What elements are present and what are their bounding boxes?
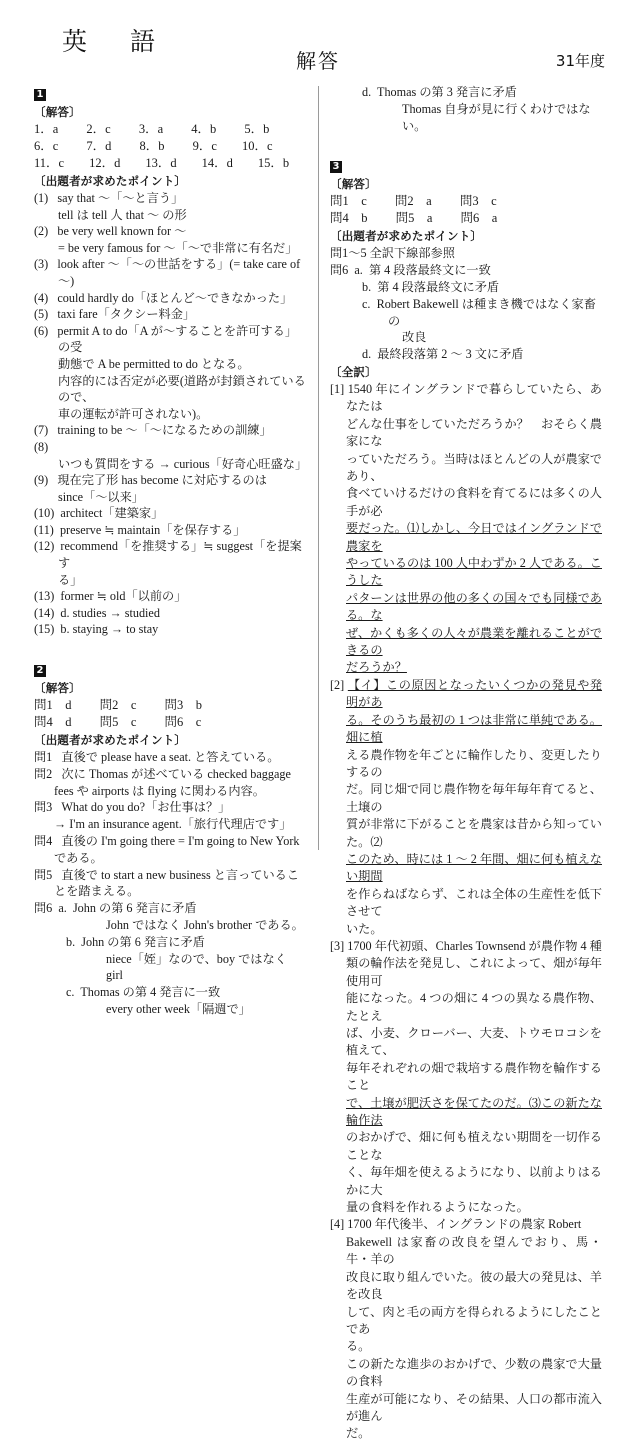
point-item [34, 621, 306, 638]
underlined-text: だろうか？ [346, 660, 407, 675]
point-number: (8) [34, 439, 49, 454]
point-number: (4) [34, 290, 49, 305]
choice-label: a. [354, 263, 363, 278]
point-item [34, 934, 306, 951]
paragraph-line: どんな仕事をしていただろうか？ おそらく農家にな [346, 416, 602, 449]
section-spacer [34, 640, 306, 660]
choice-label: c. [66, 985, 75, 1000]
point-item [34, 522, 306, 539]
point-item-continued: である。 [54, 850, 103, 865]
paragraph-line: 毎年それぞれの畑で栽培する農作物を輪作すること [346, 1060, 602, 1093]
point-item [34, 799, 306, 816]
point-item-continued: る」 [58, 572, 83, 587]
left-column [34, 84, 308, 1016]
point-item-continued: 改良 [402, 330, 427, 345]
point-item [34, 323, 306, 356]
point-item [330, 279, 602, 296]
point-item [330, 346, 602, 363]
choice-label: c. [362, 296, 371, 311]
question-number: 問2 [34, 766, 53, 781]
underlined-text: やっているのは 100 人中わずか 2 人である。こうした [346, 556, 602, 588]
page-title: 英 語 [62, 27, 165, 56]
paragraph-line-underlined [330, 851, 602, 886]
paragraph-line: この新たな進歩のおかげで、少数の農家で大量の食料 [346, 1356, 602, 1389]
section-1-answer-heading: 〔解答〕 [34, 105, 81, 119]
point-number: (14) [34, 605, 55, 620]
paragraph-line-underlined [330, 677, 602, 712]
paragraph-line-underlined [330, 625, 602, 660]
point-text: John の第 6 発言に矛盾 [72, 901, 197, 916]
section-1 [34, 84, 306, 638]
paragraph-line: える農作物を年ごとに輪作したり、変更したりするの [346, 747, 602, 779]
paragraph-line-underlined [330, 659, 602, 676]
point-text: be very well known for ～ [57, 224, 187, 239]
section-3-points-heading: 〔出題者が求めたポイント〕 [330, 229, 483, 244]
point-number: (11) [34, 522, 54, 537]
point-text: John の第 6 発言に矛盾 [81, 934, 205, 949]
question-number: 問3 [34, 800, 53, 815]
paragraph-text: 1700 年代初頭、Charles Townsend が農作物 4 種 [347, 938, 602, 953]
answer-row: 6．c 7．d 8．b 9．c 10．c [34, 139, 273, 153]
paragraph-line [330, 381, 602, 416]
point-item [34, 984, 306, 1001]
paragraph-line-underlined [330, 1095, 602, 1130]
year-label: 31年度 [555, 52, 605, 70]
section-marker-3: 3 [330, 161, 342, 173]
point-number: (13) [34, 589, 55, 604]
choice-label: b. [362, 279, 372, 294]
point-item [330, 245, 602, 262]
point-item [34, 223, 306, 240]
answer-row: 問1 c 問2 a 問3 c [330, 194, 497, 209]
question-number: 問1 [34, 750, 53, 765]
section-2-answer-heading: 〔解答〕 [34, 681, 81, 696]
answer-row: 11．c 12．d 13．d 14．d 15．b [34, 156, 290, 170]
choice-label: b. [66, 934, 76, 949]
underlined-text: このため、時には 1 ～ 2 年間、畑に何も植えない期間 [346, 851, 602, 884]
paragraph-line: 量の食料を作れるようになった。 [346, 1200, 529, 1215]
point-number: (2) [34, 224, 49, 239]
point-text: いつも質問をする → curious「好奇心旺盛な」 [58, 456, 308, 471]
point-item [34, 472, 306, 489]
point-item-continued: = be very famous for ～「～で非常に有名だ」 [58, 240, 298, 255]
page-header [0, 0, 640, 78]
translation-paragraph [330, 1216, 602, 1442]
answer-row: 問4 d 問5 c 問6 c [34, 715, 202, 730]
point-text: architect「建築家」 [60, 506, 164, 521]
section-marker-1: 1 [34, 89, 46, 101]
translation-paragraph [330, 677, 602, 938]
section-2-points-heading: 〔出題者が求めたポイント〕 [34, 733, 187, 748]
paragraph-line: ば、小麦、クローバー、大麦、トウモロコシを植えて、 [346, 1026, 602, 1058]
point-number: (5) [34, 307, 49, 322]
section-marker-2: 2 [34, 665, 46, 677]
section-2 [34, 660, 306, 1018]
section-1-points-heading: 〔出題者が求めたポイント〕 [34, 174, 187, 188]
paragraph-line-underlined [330, 520, 602, 555]
point-item-continued: 内容的には否定が必要(道路が封鎖されているので、 [58, 373, 306, 405]
point-number: (15) [34, 622, 55, 637]
point-item [34, 439, 306, 472]
section-3-translation-heading: 〔全訳〕 [330, 364, 377, 379]
paragraph-line: っていただろう。当時はほとんどの人が農家であり、 [346, 451, 602, 483]
column-divider [318, 86, 319, 850]
underlined-text: パターンは世界の他の多くの国々でも同様である。な [346, 590, 602, 623]
point-item [34, 422, 306, 439]
point-text: 最終段落第 2 ～ 3 文に矛盾 [377, 347, 524, 362]
point-item-continued: とを踏まえる。 [54, 884, 140, 899]
answer-row: 1．a 2．c 3．a 4．b 5．b [34, 122, 270, 136]
point-item [34, 833, 306, 850]
underlined-text: る。そのうち最初の 1 つは非常に単純である。畑に植 [346, 712, 602, 745]
point-item [34, 867, 306, 884]
point-number: (12) [34, 539, 55, 554]
underlined-text: 【イ】この原因となったいくつかの発見や発明があ [346, 677, 603, 710]
paragraph-label: [2] [330, 677, 345, 692]
point-item [34, 766, 306, 783]
point-item [34, 538, 306, 571]
paragraph-label: [3] [330, 938, 345, 953]
point-text: 現在完了形 has become に対応するのは [57, 473, 267, 488]
point-text: 次に Thomas が述べている checked baggage [61, 766, 291, 781]
paragraph-line: る。 [346, 1339, 371, 1354]
point-item [330, 84, 602, 101]
right-column [330, 84, 603, 1441]
paragraph-line: 能になった。4 つの畑に 4 つの異なる農作物、たとえ [346, 991, 602, 1023]
choice-label: d. [362, 347, 372, 362]
point-text: d. studies → studied [60, 605, 160, 620]
paragraph-text: 1700 年代後半、イングランドの農家 Robert [347, 1217, 582, 1232]
translation-paragraph [330, 938, 602, 1217]
point-item-continued: tell は tell 人 that ～ の形 [58, 207, 187, 222]
paragraph-line [330, 938, 602, 955]
point-item [34, 900, 306, 917]
point-item-continued: Thomas 自身が見に行くわけではない。 [402, 101, 591, 133]
point-item [34, 605, 306, 622]
point-item-continued: 動態で A be permitted to do となる。 [58, 356, 250, 371]
paragraph-label: [1] [330, 381, 345, 396]
answer-row: 問1 d 問2 c 問3 b [34, 698, 203, 713]
point-item [34, 588, 306, 605]
point-number: (10) [34, 506, 55, 521]
point-number: (9) [34, 473, 49, 488]
point-text: permit A to do「A が～することを許可する」の受 [57, 323, 298, 355]
choice-label: a. [58, 901, 67, 916]
point-item [330, 296, 602, 330]
point-number: (3) [34, 257, 49, 272]
point-text: look after ～「～の世話をする」(= take care of ～) [57, 257, 301, 288]
point-item [34, 256, 306, 289]
paragraph-line: のおかげで、畑に何も植えない期間を一切作ることな [346, 1130, 602, 1162]
point-text: training to be ～「～になるための訓練」 [57, 423, 272, 438]
point-text: What do you do?「お仕事は？」 [61, 800, 231, 815]
translation-paragraph [330, 381, 602, 677]
paragraph-line-underlined [330, 712, 602, 747]
paragraph-line: 改良に取り組んでいた。彼の最大の発見は、羊を改良 [346, 1269, 602, 1302]
point-text: 第 4 段落最終文に矛盾 [377, 279, 500, 294]
point-item [34, 290, 306, 307]
point-item-continued: niece「姪」なので、boy ではなく girl [106, 951, 287, 983]
paragraph-line [330, 1216, 602, 1233]
point-text: preserve ≒ maintain「を保存する」 [59, 522, 246, 537]
point-item [34, 190, 306, 207]
point-text: 直後で to start a new business と言っているこ [61, 867, 300, 882]
point-text: recommend「を推奨する」≒ suggest「を提案す [58, 539, 302, 571]
point-text: say that ～「～と言う」 [57, 191, 184, 205]
underlined-text: ぜ、かくも多くの人々が農業を離れることができるの [346, 625, 602, 658]
paragraph-line: を作らねばならず、これは全体の生産性を低下させて [346, 886, 602, 919]
point-text: Robert Bakewell は種まき機ではなく家畜の [376, 296, 596, 328]
paragraph-line: 食べていけるだけの食料を育てるには多くの人手が必 [346, 486, 602, 518]
paragraph-line: だ。 [346, 1426, 371, 1441]
content-columns [0, 84, 640, 1441]
question-number: 問5 [34, 867, 53, 882]
point-text: 第 4 段落最終文に一致 [368, 263, 491, 278]
underlined-text: で、土壌が肥沃さを保てたのだ。⑶この新たな輪作法 [346, 1095, 602, 1128]
point-text: b. staying → to stay [60, 622, 159, 637]
point-text: former ≒ old「以前の」 [60, 589, 187, 604]
point-text: 直後で please have a seat. と答えている。 [61, 750, 280, 765]
point-number: (6) [34, 323, 49, 338]
answer-row: 問4 b 問5 a 問6 a [330, 211, 498, 226]
point-number: (7) [34, 423, 49, 438]
point-item-continued: 車の運転が許可されない)。 [58, 406, 209, 421]
underlined-text: 要だった。⑴しかし、今日ではイングランドで農家を [346, 521, 602, 553]
question-number: 問1～5 [330, 246, 367, 261]
paragraph-line: 類の輪作法を発見し、これによって、畑が毎年使用可 [346, 956, 602, 988]
point-item [34, 505, 306, 522]
point-text: taxi fare「タクシー料金」 [57, 307, 196, 322]
point-item-continued: John ではなく John's brother である。 [106, 918, 304, 932]
paragraph-line: して、肉と毛の両方を得られるようにしたことであ [346, 1304, 602, 1336]
paragraph-line: 生産が可能になり、その結果、人口の都市流入が進ん [346, 1391, 602, 1423]
point-item-continued: fees や airports は flying に関わる内容。 [54, 783, 265, 798]
section-3-answer-heading: 〔解答〕 [330, 177, 377, 192]
point-text: 全訳下線部参照 [369, 246, 455, 261]
choice-label: d. [362, 85, 372, 99]
point-text: Thomas の第 4 発言に一致 [80, 985, 221, 1000]
paragraph-line: 質が非常に下がることを農家は昔から知っていた。⑵ [346, 817, 602, 849]
section-2-continued [330, 84, 602, 134]
paragraph-line: く、毎年畑を使えるようになり、以前よりはるかに大 [346, 1165, 602, 1197]
paragraph-line: Bakewell は家畜の改良を望んでおり、馬・牛・羊の [346, 1234, 602, 1267]
paragraph-line-underlined [330, 590, 602, 625]
paragraph-line: だ。同じ畑で同じ農作物を毎年毎年育てると、土壌の [346, 782, 602, 814]
question-number: 問6 [34, 901, 53, 916]
paragraph-line-underlined [330, 555, 602, 590]
point-number: (1) [34, 191, 49, 205]
point-text: 直後の I'm going there = I'm going to New York [61, 834, 300, 849]
point-item [34, 306, 306, 323]
point-item-continued: every other week「隔週で」 [106, 1001, 251, 1016]
section-3 [330, 156, 602, 1442]
point-item-continued: since「～以来」 [58, 489, 144, 504]
point-item [34, 749, 306, 766]
point-item-continued: → I'm an insurance agent.「旅行代理店です」 [54, 817, 292, 832]
point-item [330, 262, 602, 279]
document-type-title: 解答 [296, 49, 340, 73]
section-spacer [330, 136, 602, 156]
paragraph-label: [4] [330, 1217, 345, 1232]
question-number: 問4 [34, 834, 53, 849]
paragraph-text: 1540 年にイングランドで暮らしていたら、あなたは [346, 381, 602, 414]
point-text: Thomas の第 3 発言に矛盾 [377, 85, 517, 99]
paragraph-line: いた。 [346, 921, 383, 936]
question-number: 問6 [330, 263, 349, 278]
point-text: could hardly do「ほとんど～できなかった」 [57, 290, 293, 305]
